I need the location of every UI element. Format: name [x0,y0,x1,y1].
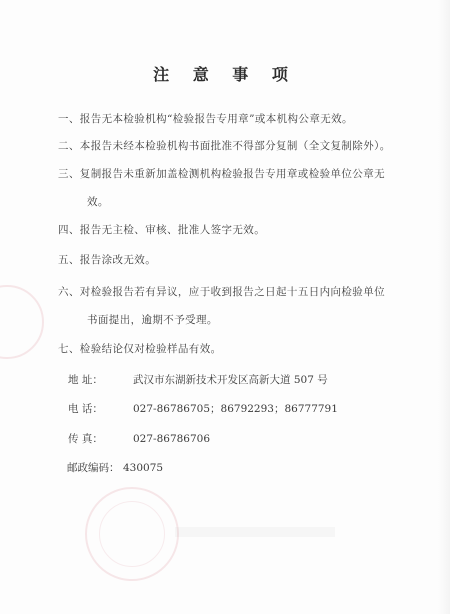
notice-item-2: 二、本报告未经本检验机构书面批准不得部分复制（全文复制除外）。 [58,140,391,152]
notice-item-6: 六、对检验报告若有异议，应于收到报告之日起十五日内向检验单位 [58,286,385,298]
notice-item-5: 五、报告涂改无效。 [58,254,157,266]
postcode-label: 邮政编码： [67,462,120,474]
phone-label: 电 话： [68,403,103,415]
notice-item-4: 四、报告无主检、审核、批准人签字无效。 [58,224,266,236]
official-seal-faint [85,487,179,581]
page-edge-shadow [438,0,450,614]
notice-item-6-cont: 书面提出，逾期不予受理。 [87,314,218,326]
page-title: 注 意 事 项 [153,65,297,84]
notice-item-3: 三、复制报告未重新加盖检测机构检验报告专用章或检验单位公章无 [58,168,385,180]
address-value: 武汉市东湖新技术开发区高新大道 507 号 [133,374,328,386]
postcode-value: 430075 [123,462,164,474]
faint-bleedthrough [175,527,335,537]
notice-item-3-cont: 效。 [87,196,109,208]
notice-item-1: 一、报告无本检验机构“检验报告专用章”或本机构公章无效。 [58,113,353,125]
fax-value: 027-86786706 [133,433,211,445]
fax-label: 传 真： [68,433,103,445]
address-label: 地 址： [68,374,103,386]
official-seal-partial [0,285,44,359]
notice-item-7: 七、检验结论仅对检验样品有效。 [58,343,222,355]
phone-value: 027-86786705；86792293；86777791 [133,403,338,415]
